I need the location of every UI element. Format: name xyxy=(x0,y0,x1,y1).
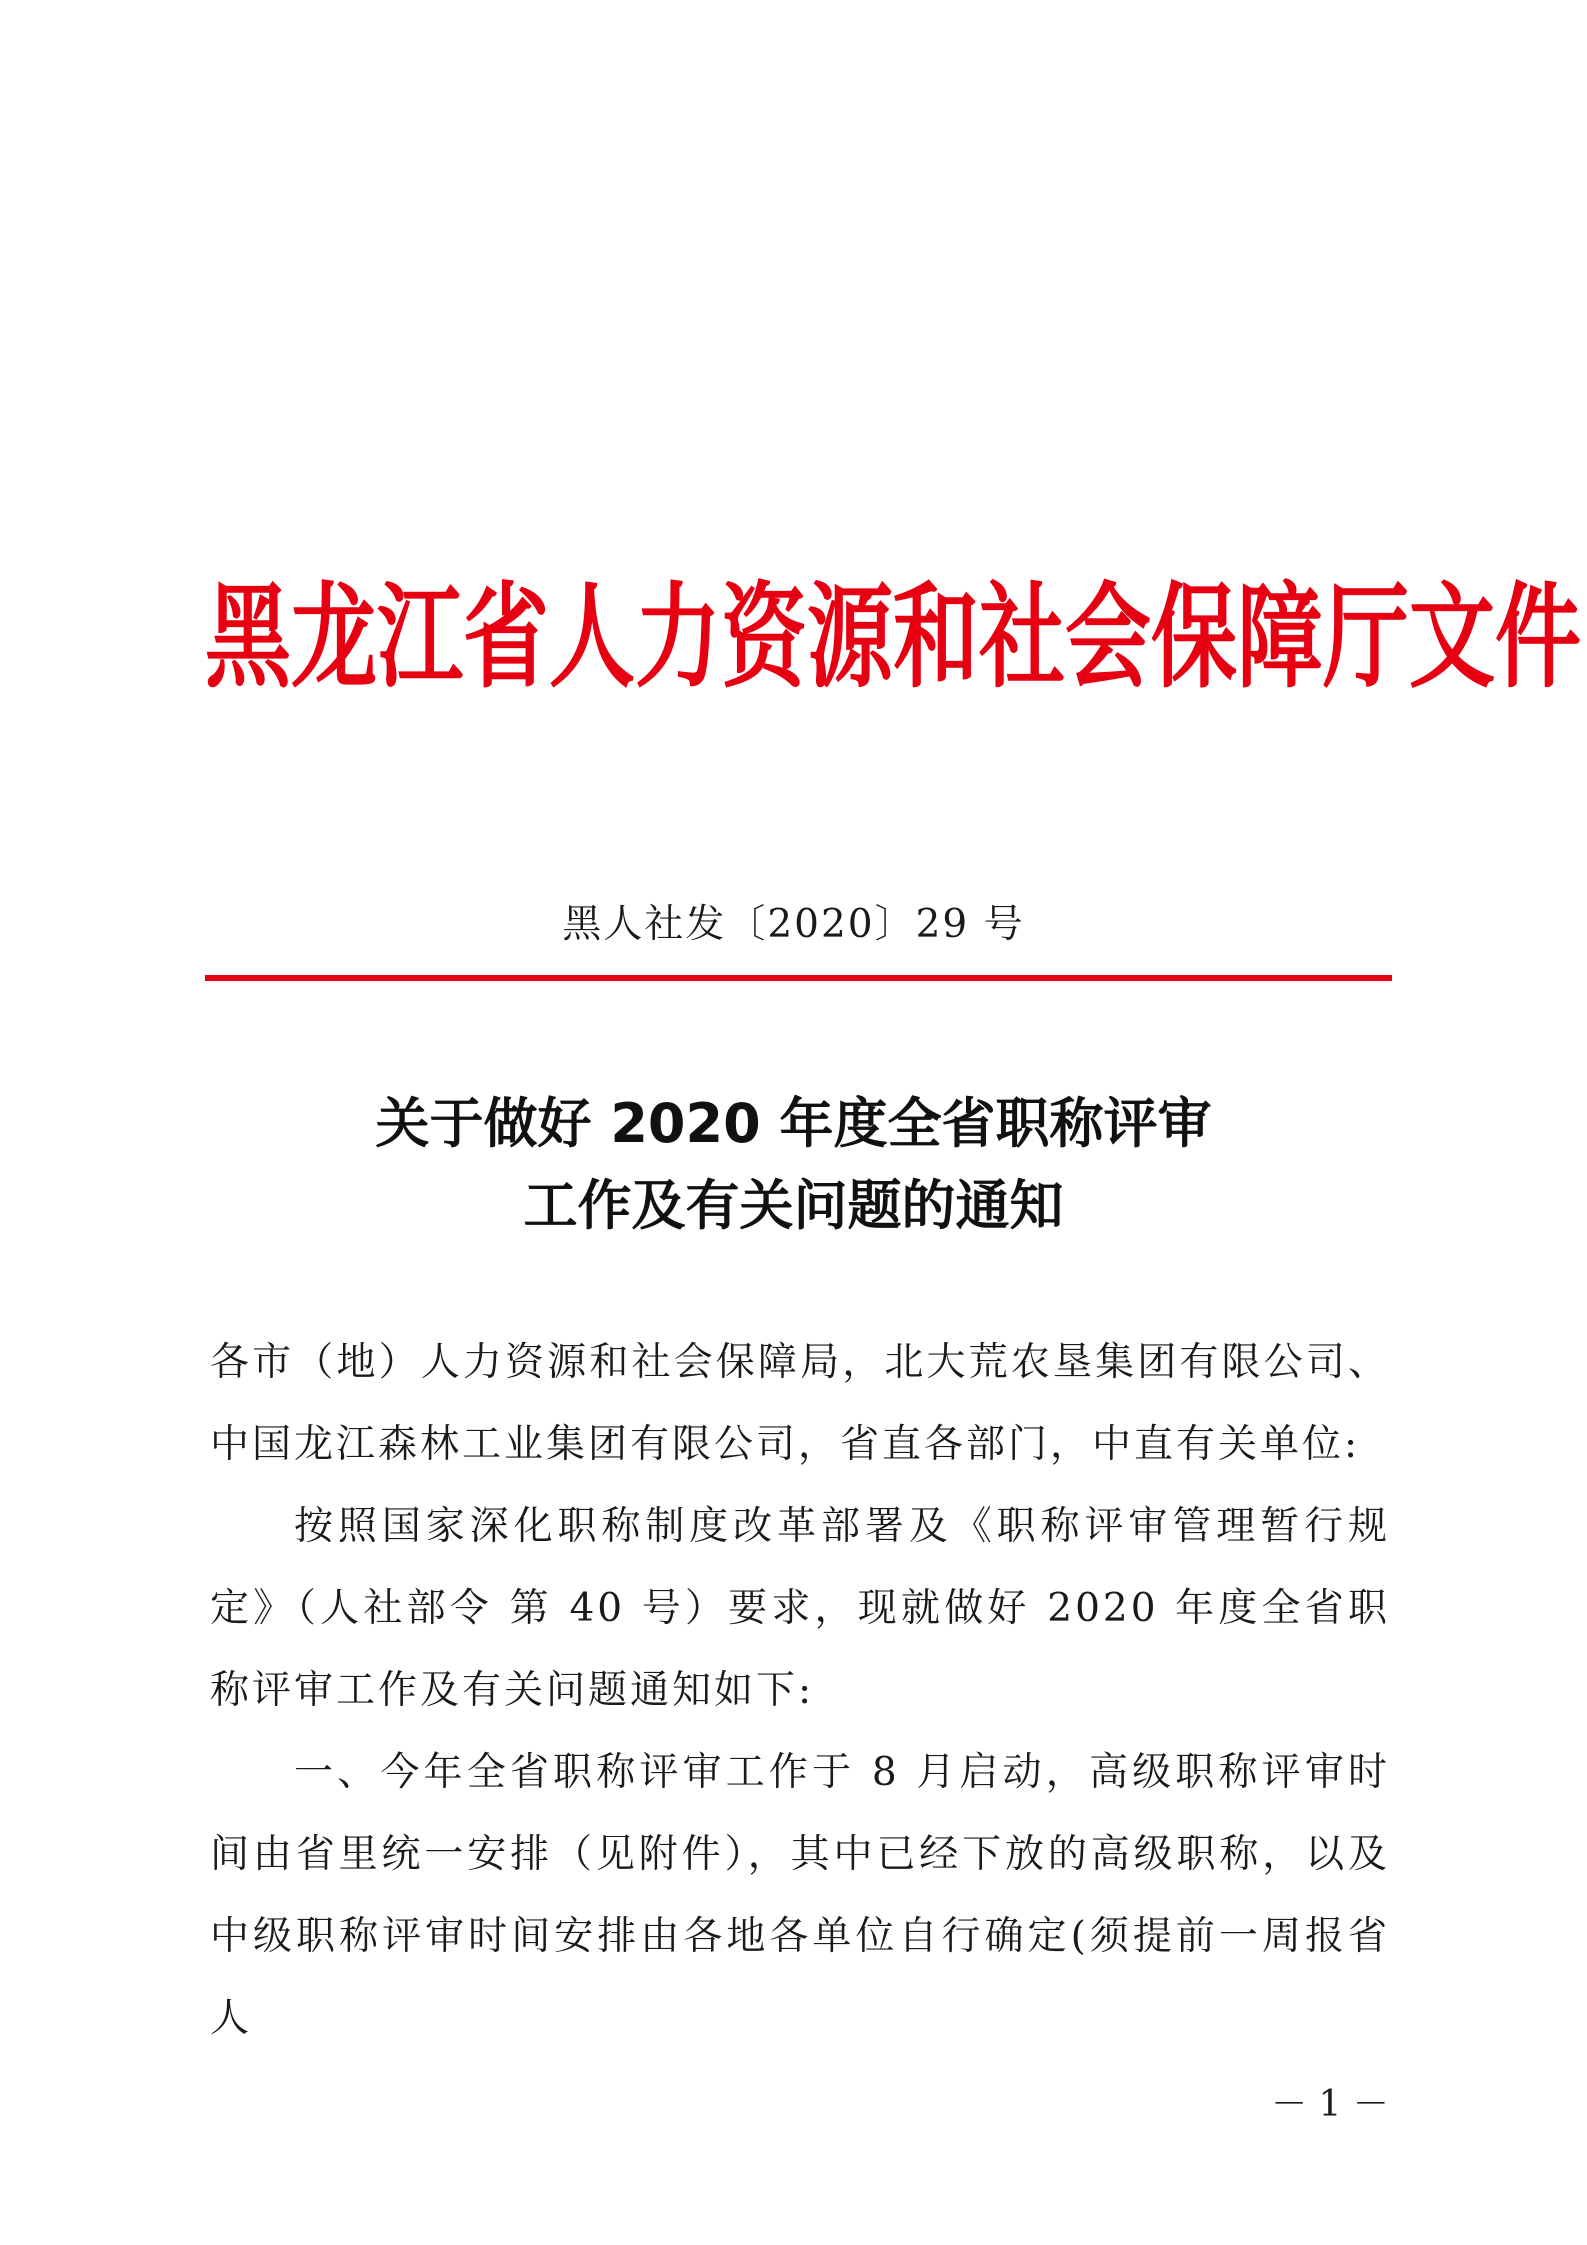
title-line-1: 关于做好 2020 年度全省职称评审 xyxy=(375,1092,1212,1155)
red-divider-line xyxy=(205,975,1392,981)
document-body xyxy=(210,1322,1390,2060)
document-title xyxy=(0,1083,1587,1247)
title-line-2: 工作及有关问题的通知 xyxy=(523,1174,1064,1237)
addressee-paragraph: 各市（地）人力资源和社会保障局，北大荒农垦集团有限公司、中国龙江森林工业集团有限公司，省直各部门，中直有关单位: xyxy=(210,1340,1390,1467)
intro-paragraph: 按照国家深化职称制度改革部署及《职称评审管理暂行规定》（人社部令 第 40 号）要求，现就做好 2020 年度全省职称评审工作及有关问题通知如下: xyxy=(210,1504,1390,1713)
item-1-paragraph: 一、今年全省职称评审工作于 8 月启动，高级职称评审时间由省里统一安排（见附件），其中已经下放的高级职称，以及中级职称评审时间安排由各地各单位自行确定(须提前一周报省人 xyxy=(210,1750,1390,2041)
issuer-masthead: 黑龙江省人力资源和社会保障厅文件 xyxy=(205,572,1581,704)
page-number: － 1 － xyxy=(1271,2084,1389,2125)
document-number: 黑人社发〔2020〕29 号 xyxy=(562,902,1025,947)
